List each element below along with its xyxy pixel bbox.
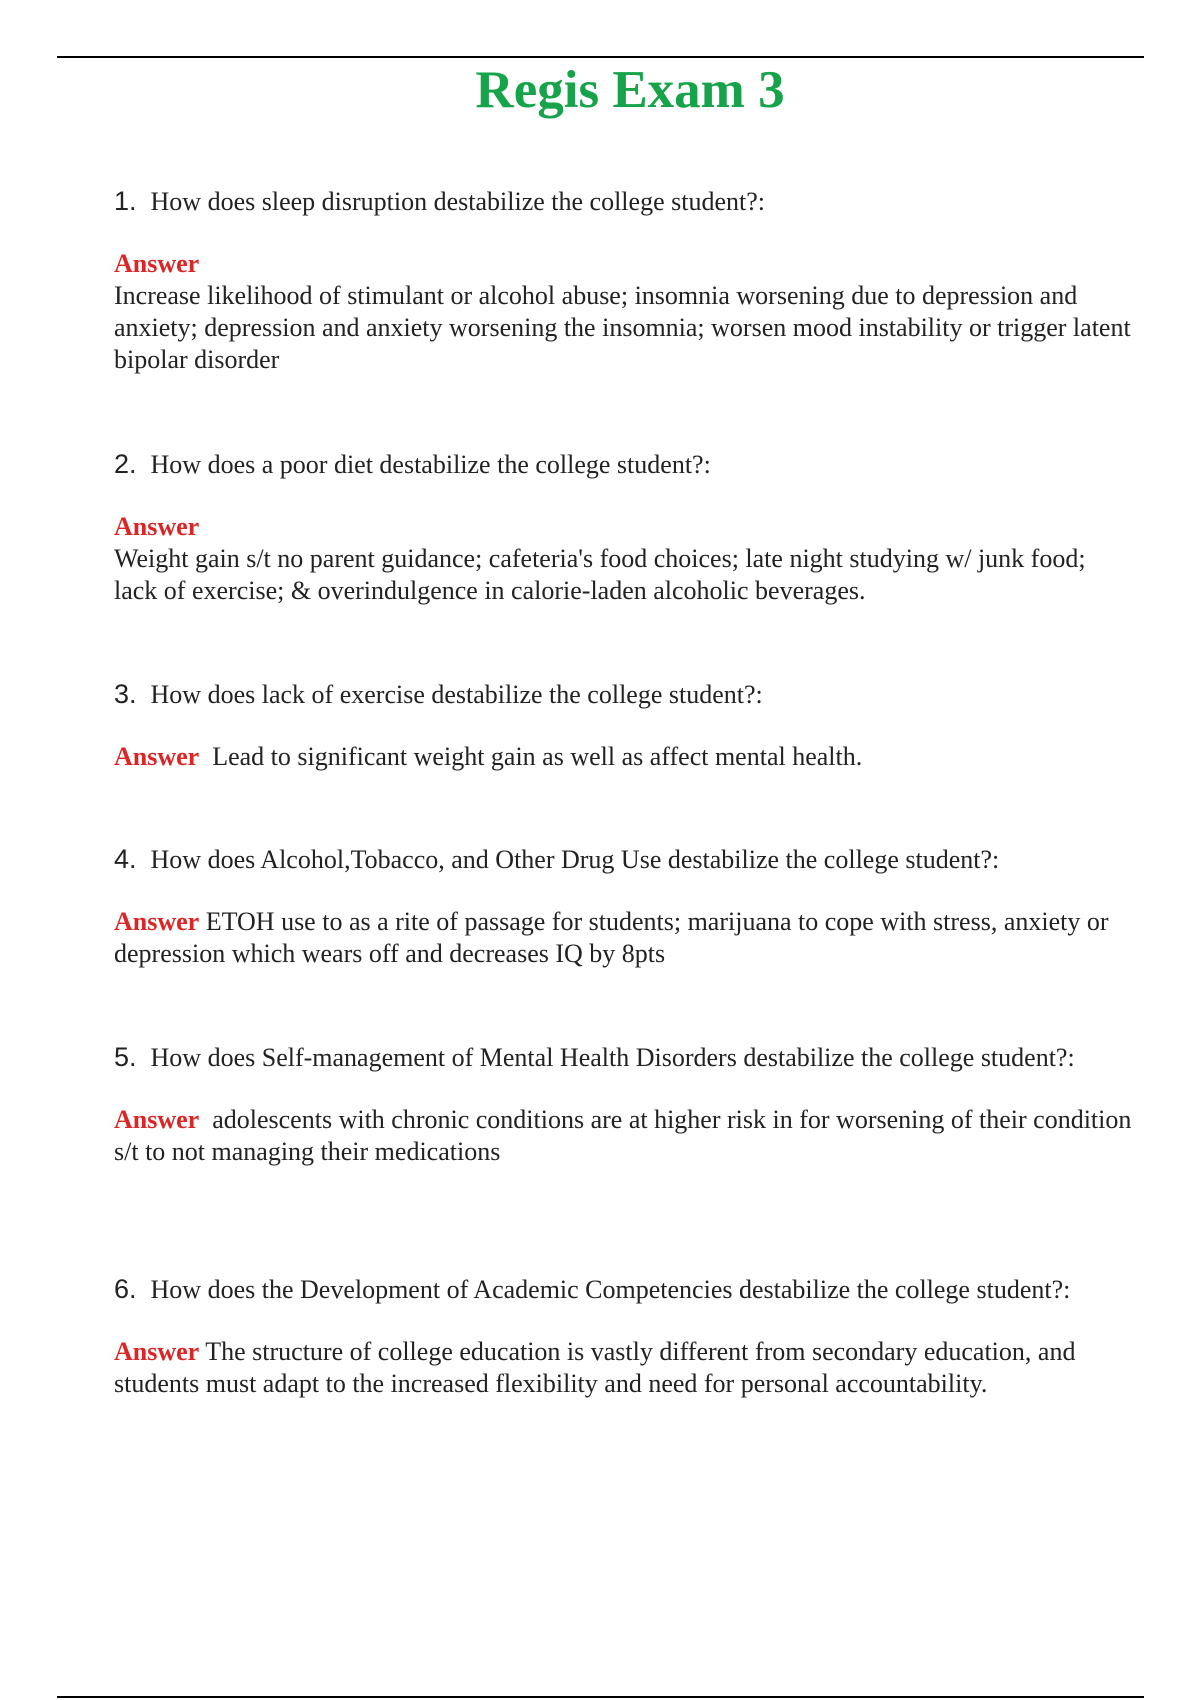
answer-block — [114, 511, 1134, 607]
question-number: 1. — [114, 186, 137, 216]
question-text: 6. How does the Development of Academic Competencies destabilize the college student?: — [114, 1274, 1071, 1304]
question-number: 3. — [114, 679, 137, 709]
question-item-3 — [114, 678, 1134, 773]
answer-text: The structure of college education is vastly different from secondary education, and students must adapt to the increased flexibility and need for personal accountability. — [114, 1337, 1076, 1398]
question-number: 2. — [114, 449, 137, 479]
question-text: 4. How does Alcohol,Tobacco, and Other Drug Use destabilize the college student?: — [114, 844, 1000, 874]
answer-label: Answer — [114, 249, 200, 278]
question-number: 5. — [114, 1042, 137, 1072]
answer-label: Answer — [114, 907, 200, 936]
answer-text: adolescents with chronic conditions are at higher risk in for worsening of their condition s/t to not managing their medications — [114, 1105, 1132, 1166]
answer-label: Answer — [114, 1337, 200, 1366]
question-number: 4. — [114, 844, 137, 874]
answer-text: ETOH use to as a rite of passage for students; marijuana to cope with stress, anxiety or depression which wears off and decreases IQ by 8pts — [114, 907, 1109, 968]
answer-text: Increase likelihood of stimulant or alcohol abuse; insomnia worsening due to depression and anxiety; depression and anxiety worsening the insomnia; worsen mood instability or trigger latent bipolar disorder — [114, 281, 1131, 374]
answer-block — [114, 906, 1134, 970]
question-text: 3. How does lack of exercise destabilize the college student?: — [114, 679, 763, 709]
answer-block — [114, 741, 1134, 773]
question-item-4 — [114, 843, 1134, 970]
answer-label: Answer — [114, 512, 200, 541]
answer-label: Answer — [114, 1105, 200, 1134]
bottom-rule — [57, 1696, 1144, 1698]
question-text: 5. How does Self-management of Mental Health Disorders destabilize the college student?: — [114, 1042, 1075, 1072]
question-item-2 — [114, 448, 1134, 607]
question-text: 2. How does a poor diet destabilize the college student?: — [114, 449, 711, 479]
question-item-5 — [114, 1041, 1134, 1168]
question-number: 6. — [114, 1274, 137, 1304]
answer-text: Weight gain s/t no parent guidance; cafeteria's food choices; late night studying w/ junk food; lack of exercise; & overindulgence in calorie-laden alcoholic beverages. — [114, 544, 1086, 605]
answer-block — [114, 1336, 1134, 1400]
answer-block — [114, 248, 1134, 376]
answer-text: Lead to significant weight gain as well as affect mental health. — [212, 742, 863, 771]
page-title: Regis Exam 3 — [475, 61, 785, 119]
question-item-6 — [114, 1273, 1134, 1400]
answer-block — [114, 1104, 1134, 1168]
answer-label: Answer — [114, 742, 200, 771]
question-text: 1. How does sleep disruption destabilize the college student?: — [114, 186, 765, 216]
question-item-1 — [114, 185, 1134, 376]
